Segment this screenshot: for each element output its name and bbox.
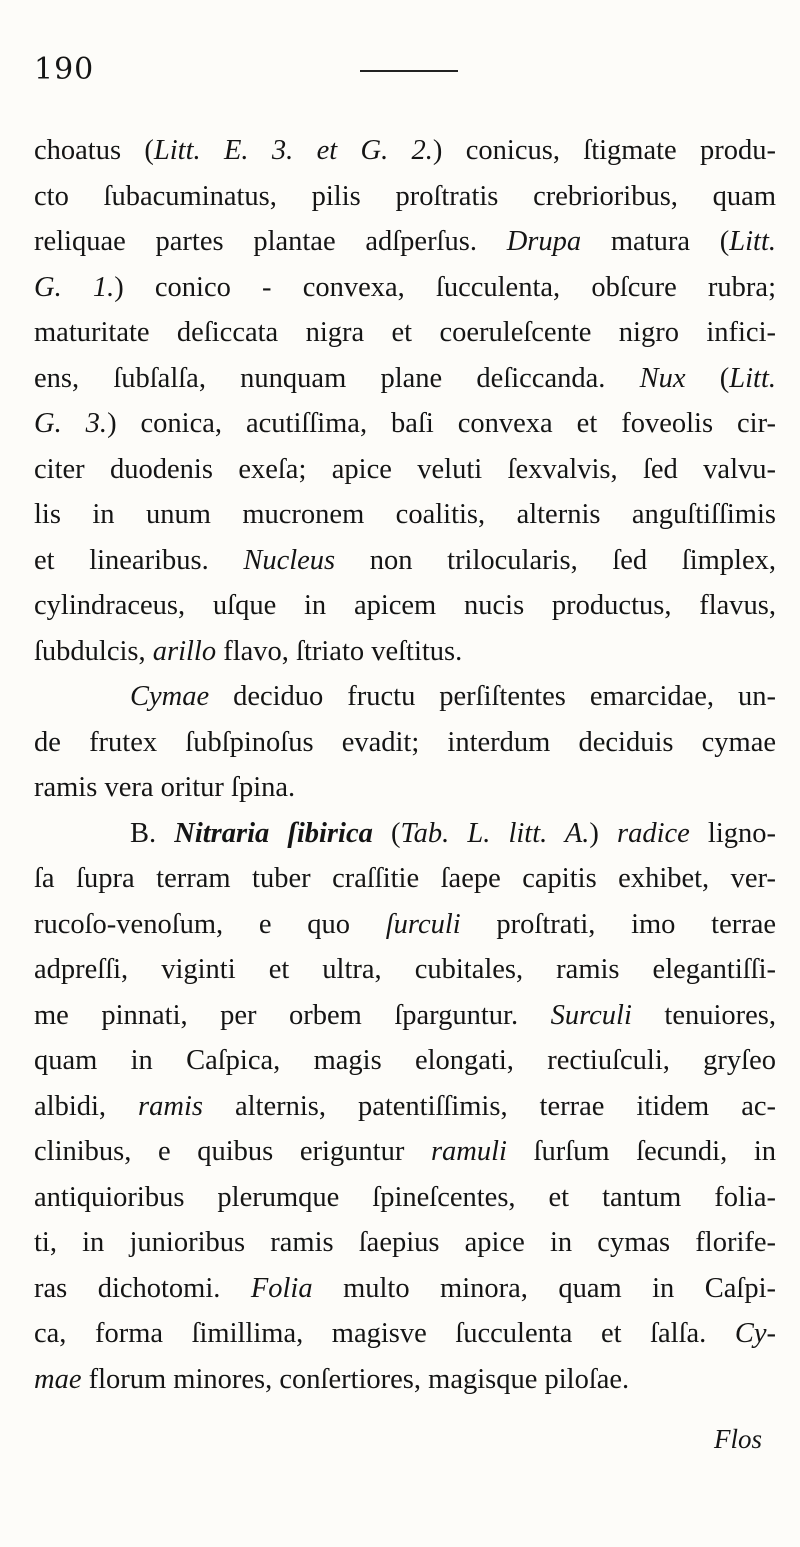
text-line: ti, in junioribus ramis ſaepius apice in cymas florife- [34,1227,776,1258]
text-line: lis in unum mucronem coalitis, alternis anguſtiſſimis [34,499,776,530]
body-text [34,128,776,1402]
text-line: ſubdulcis, arillo flavo, ſtriato veſtitus. [34,635,463,667]
text-line: reliquae partes plantae adſperſus. Drupa matura (Litt. [34,226,776,257]
text-line: Cymae deciduo fructu perſiſtentes emarcidae, un- [130,681,776,712]
text-line: ramis vera oritur ſpina. [34,772,296,803]
header-rule [360,70,458,72]
text-line: antiquioribus plerumque ſpineſcentes, et tantum folia- [34,1181,776,1213]
text-line: ſa ſupra terram tuber craſſitie ſaepe capitis exhibet, ver- [34,863,776,894]
text-line: G. 3.) conica, acutiſſima, baſi convexa et foveolis cir- [34,408,776,439]
text-line: G. 1.) conico - convexa, ſucculenta, obſcure rubra; [34,271,776,303]
text-line: me pinnati, per orbem ſparguntur. Surculi tenuiores, [34,999,776,1031]
text-line: mae florum minores, conſertiores, magisque piloſae. [34,1363,630,1395]
text-line: ca, forma ſimillima, magisve ſucculenta et ſalſa. Cy- [34,1318,776,1349]
text-line: et linearibus. Nucleus non trilocularis, ſed ſimplex, [34,544,776,576]
text-line: clinibus, e quibus eriguntur ramuli ſurſum ſecundi, in [34,1136,776,1167]
text-line: ras dichotomi. Folia multo minora, quam in Caſpi- [34,1272,776,1304]
catchword: Flos [713,1424,762,1454]
text-line: citer duodenis exeſa; apice veluti ſexvalvis, ſed valvu- [34,453,776,485]
text-line: quam in Caſpica, magis elongati, rectiuſculi, gryſeo [34,1045,776,1076]
text-line: albidi, ramis alternis, patentiſſimis, terrae itidem ac- [34,1090,776,1122]
text-line: choatus (Litt. E. 3. et G. 2.) conicus, ſtigmate produ- [34,135,776,166]
text-line: ens, ſubſalſa, nunquam plane deſiccanda. Nux (Litt. [34,362,776,394]
text-line: adpreſſi, viginti et ultra, cubitales, ramis elegantiſſi- [34,954,776,985]
text-line: maturitate deſiccata nigra et coeruleſcente nigro infici- [34,317,776,348]
text-line: cylindraceus, uſque in apicem nucis productus, flavus, [34,590,776,621]
page-number: 190 [34,52,95,87]
text-line: B. Nitraria ſibirica (Tab. L. litt. A.) radice ligno- [130,817,776,849]
text-line: de frutex ſubſpinoſus evadit; interdum deciduis cymae [34,726,776,758]
text-line: rucoſo-venoſum, e quo ſurculi proſtrati, imo terrae [34,908,776,940]
text-line: cto ſubacuminatus, pilis proſtratis crebrioribus, quam [34,180,776,212]
